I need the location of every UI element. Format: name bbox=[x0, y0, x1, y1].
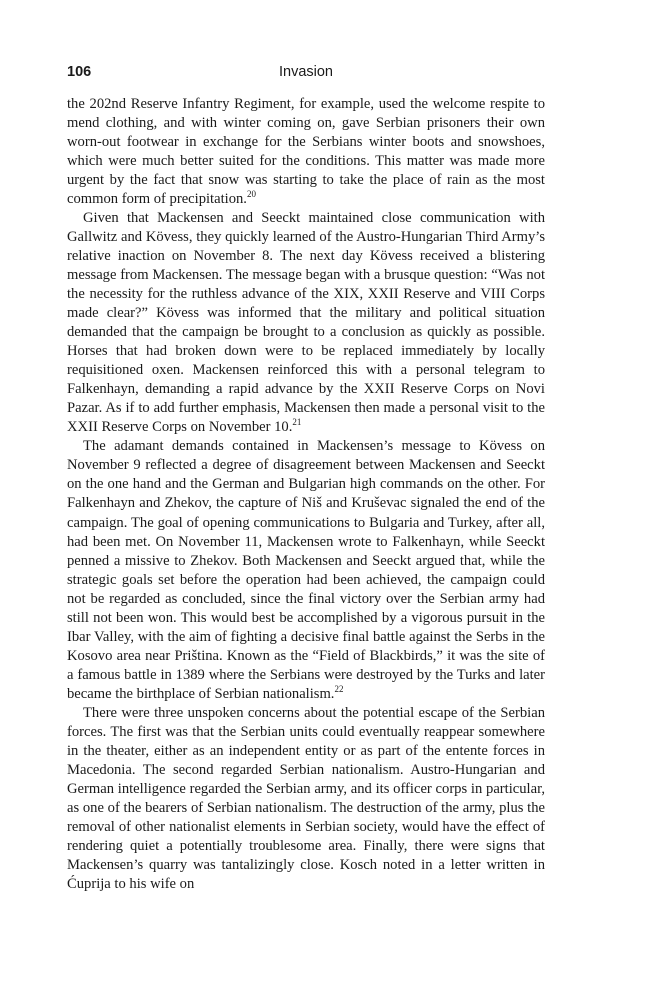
paragraph-continued bbox=[67, 95, 545, 209]
paragraph-text: There were three unspoken concerns about the potential escape of the Serbian forces. The first was that the Serbian units could eventually reappear somewhere in the theater, either as an independent entity or as part of the entente forces in Macedonia. The second regarded Serbian nationalism. Austro-Hungarian and German intelligence regarded the Serbian army, and its officer corps in particular, as one of the bearers of Serbian nationalism. The destruction of the army, plus the removal of other nationalist elements in Serbian society, would have the effect of rendering quiet a potentially troublesome area. Finally, there were signs that Mackensen’s quarry was tantalizingly close. Kosch noted in a letter written in Ćuprija to his wife on bbox=[67, 705, 545, 893]
paragraph-text: The adamant demands contained in Mackensen’s message to Kövess on November 9 reflected a degree of disagreement between Mackensen and Seeckt on the one hand and the German and Bulgarian high commands on the other. For Falkenhayn and Zhekov, the capture of Niš and Kruševac signaled the end of the campaign. The goal of opening communications to Bulgaria and Turkey, after all, had been met. On November 11, Mackensen wrote to Falkenhayn, while Seeckt penned a missive to Zhekov. Both Mackensen and Seeckt argued that, while the strategic goals set before the operation had been achieved, the campaign could not be regarded as concluded, since the final victory over the Serbian army had still not been won. This would best be accomplished by a vigorous pursuit in the Ibar Valley, with the aim of fighting a decisive final battle against the Serbs in the Kosovo area near Priština. Known as the “Field of Blackbirds,” it was the site of a famous battle in 1389 where the Serbians were destroyed by the Turks and later became the birthplace of Serbian nationalism. bbox=[67, 438, 545, 702]
footnote-marker: 21 bbox=[292, 417, 302, 428]
running-header bbox=[67, 64, 545, 84]
paragraph bbox=[67, 209, 545, 438]
paragraph-text: Given that Mackensen and Seeckt maintained close communication with Gallwitz and Kövess, they quickly learned of the Austro-Hungarian Third Army’s relative inaction on November 8. The next day Kövess received a blistering message from Mackensen. The message began with a brusque question: “Was not the necessity for the ruthless advance of the XIX, XXII Reserve and VIII Corps made clear?” Kövess was informed that the military and political situation demanded that the campaign be brought to a conclusion as quickly as possible. Horses that had broken down were to be replaced immediately by locally requisitioned oxen. Mackensen reinforced this with a personal telegram to Falkenhayn, demanding a rapid advance by the XXII Reserve Corps on Novi Pazar. As if to add further emphasis, Mackensen then made a personal visit to the XXII Reserve Corps on November 10. bbox=[67, 209, 545, 436]
footnote-marker: 22 bbox=[334, 684, 344, 695]
page-number: 106 bbox=[67, 64, 92, 80]
running-title: Invasion bbox=[278, 64, 333, 80]
paragraph bbox=[67, 704, 545, 894]
paragraph-text: the 202nd Reserve Infantry Regiment, for example, used the welcome respite to mend clothing, and with winter coming on, gave Serbian prisoners their own worn-out footwear in exchange for the Serbians winter boots and snowshoes, which were much better suited for the conditions. This matter was made more urgent by the fact that snow was starting to take the place of rain as the most common form of precipitation. bbox=[67, 95, 545, 207]
footnote-marker: 20 bbox=[246, 188, 256, 199]
paragraph bbox=[67, 437, 545, 704]
body-text bbox=[67, 95, 545, 895]
